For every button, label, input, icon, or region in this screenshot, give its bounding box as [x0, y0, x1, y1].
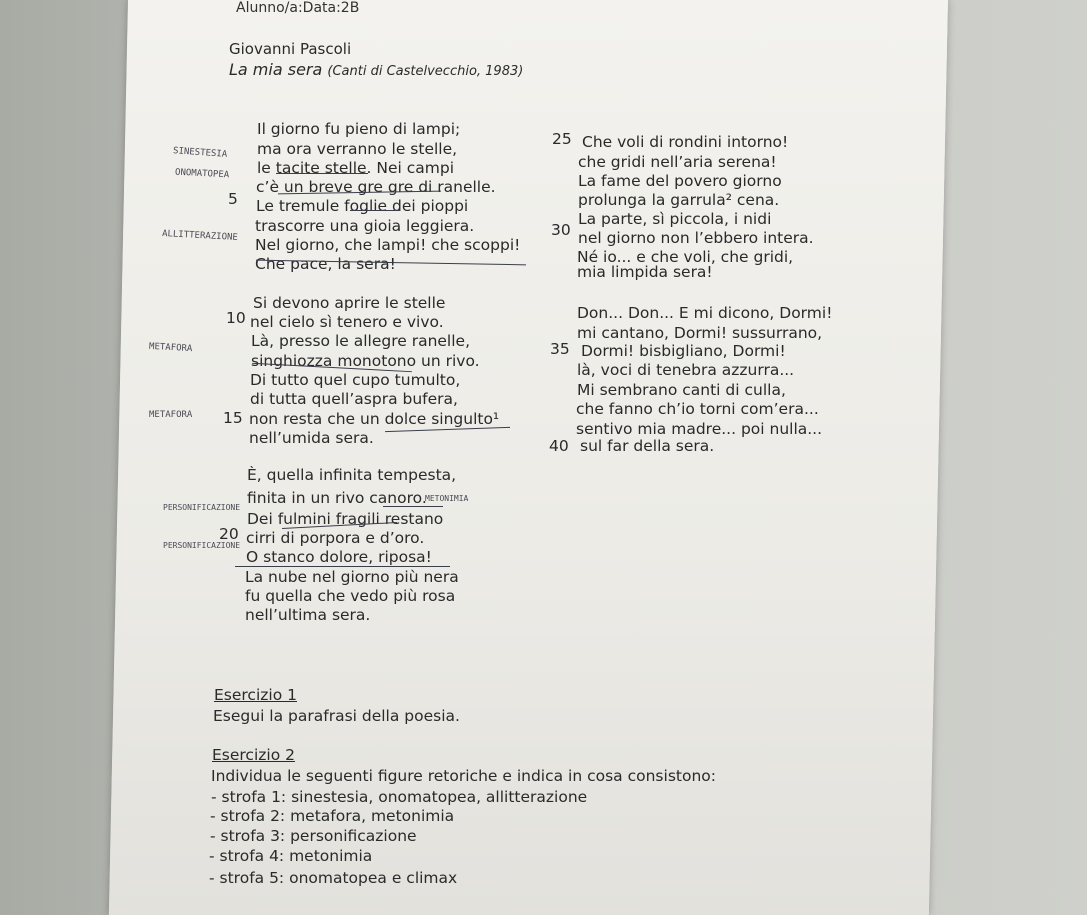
line-number: 15	[223, 409, 243, 427]
poem-author: Giovanni Pascoli	[229, 40, 352, 58]
handwritten-note: METAFORA	[148, 341, 193, 355]
verse-line: singhiozza monotono un rivo.	[251, 352, 480, 370]
verse-line: che gridi nell’aria serena!	[578, 153, 777, 171]
verse-line: nel giorno non l’ebbero intera.	[578, 229, 814, 247]
line-number: 40	[549, 437, 569, 455]
verse-line: fu quella che vedo più rosa	[245, 587, 456, 605]
verse-line: c’è un breve gre gre di ranelle.	[256, 178, 496, 196]
handwritten-note: METAFORA	[149, 410, 193, 420]
exercise-2-text: Individua le seguenti figure retoriche e indica in cosa consistono:	[211, 767, 716, 785]
verse-line: È, quella infinita tempesta,	[247, 466, 457, 484]
handwritten-note: SINESTESIA	[172, 146, 228, 160]
verse-line: prolunga la garrula² cena.	[578, 191, 780, 209]
line-number: 25	[552, 130, 572, 148]
verse-line: trascorre una gioia leggiera.	[255, 217, 475, 235]
poem-title-text: La mia sera	[229, 60, 323, 79]
pen-underline	[235, 566, 450, 567]
line-number: 20	[219, 525, 239, 543]
verse-line: Di tutto quel cupo tumulto,	[250, 371, 461, 389]
handwritten-note: ONOMATOPEA	[174, 167, 230, 181]
verse-line: che fanno ch’io torni com’era...	[576, 400, 819, 418]
verse-line: Si devono aprire le stelle	[253, 294, 446, 312]
verse-line: nell’ultima sera.	[245, 606, 371, 624]
verse-line: Le tremule foglie dei pioppi	[256, 197, 469, 215]
verse-line: ma ora verranno le stelle,	[257, 140, 458, 158]
exercise-2-title: Esercizio 2	[212, 746, 295, 764]
verse-line: Che pace, la sera!	[255, 255, 396, 273]
line-number: 5	[228, 190, 238, 208]
verse-line: Dei fulmini fragili restano	[247, 510, 444, 528]
verse-line: nell’umida sera.	[249, 429, 374, 447]
student-header: Alunno/a:Data:2B	[236, 0, 360, 16]
verse-line: là, voci di tenebra azzurra...	[577, 361, 795, 379]
verse-line: La nube nel giorno più nera	[245, 568, 459, 586]
verse-line: La fame del povero giorno	[578, 172, 782, 190]
exercise-item: - strofa 5: onomatopea e climax	[209, 869, 458, 887]
line-number: 35	[550, 340, 570, 358]
line-number: 30	[551, 221, 571, 239]
exercise-1-text: Esegui la parafrasi della poesia.	[213, 707, 460, 725]
exercise-item: - strofa 1: sinestesia, onomatopea, allitterazione	[211, 788, 588, 806]
verse-line: non resta che un dolce singulto¹	[249, 410, 500, 428]
verse-line: Là, presso le allegre ranelle,	[251, 332, 471, 350]
verse-line: sul far della sera.	[580, 437, 715, 455]
verse-line: Nel giorno, che lampi! che scoppi!	[255, 236, 521, 254]
poem-title	[229, 60, 523, 79]
exercise-item: - strofa 3: personificazione	[210, 827, 417, 845]
verse-line: mi cantano, Dormi! sussurrano,	[577, 324, 823, 342]
handwritten-note: PERSONIFICAZIONE	[163, 541, 241, 550]
exercise-1-title: Esercizio 1	[214, 686, 297, 704]
verse-line: Che voli di rondini intorno!	[582, 133, 789, 151]
verse-line: nel cielo sì tenero e vivo.	[250, 313, 444, 331]
verse-line: le tacite stelle. Nei campi	[257, 159, 455, 177]
verse-line: Don... Don... E mi dicono, Dormi!	[577, 304, 833, 322]
pen-underline	[276, 173, 368, 174]
verse-line: mia limpida sera!	[577, 263, 713, 281]
verse-line: sentivo mia madre... poi nulla...	[576, 420, 823, 438]
handwritten-note: ALLITTERAZIONE	[161, 229, 239, 243]
exercise-item: - strofa 2: metafora, metonimia	[210, 807, 455, 825]
verse-line: O stanco dolore, riposa!	[246, 548, 432, 566]
pen-underline	[383, 506, 443, 507]
verse-line: cirri di porpora e d’oro.	[246, 529, 425, 547]
verse-line: finita in un rivo canoro.	[247, 489, 427, 507]
pen-underline	[350, 210, 400, 211]
verse-line: Il giorno fu pieno di lampi;	[257, 120, 461, 138]
verse-line: Mi sembrano canti di culla,	[577, 381, 786, 399]
verse-line: di tutta quell’aspra bufera,	[250, 390, 458, 408]
verse-line: La parte, sì piccola, i nidi	[578, 210, 772, 228]
line-number: 10	[226, 309, 246, 327]
verse-line: Né io... e che voli, che gridi,	[577, 248, 794, 266]
exercise-item: - strofa 4: metonimia	[209, 847, 373, 865]
poem-source: (Canti di Castelvecchio, 1983)	[327, 64, 524, 79]
handwritten-note: PERSONIFICAZIONE	[163, 503, 241, 512]
verse-line: Dormi! bisbigliano, Dormi!	[581, 342, 786, 360]
handwritten-note: METONIMIA	[425, 494, 469, 503]
